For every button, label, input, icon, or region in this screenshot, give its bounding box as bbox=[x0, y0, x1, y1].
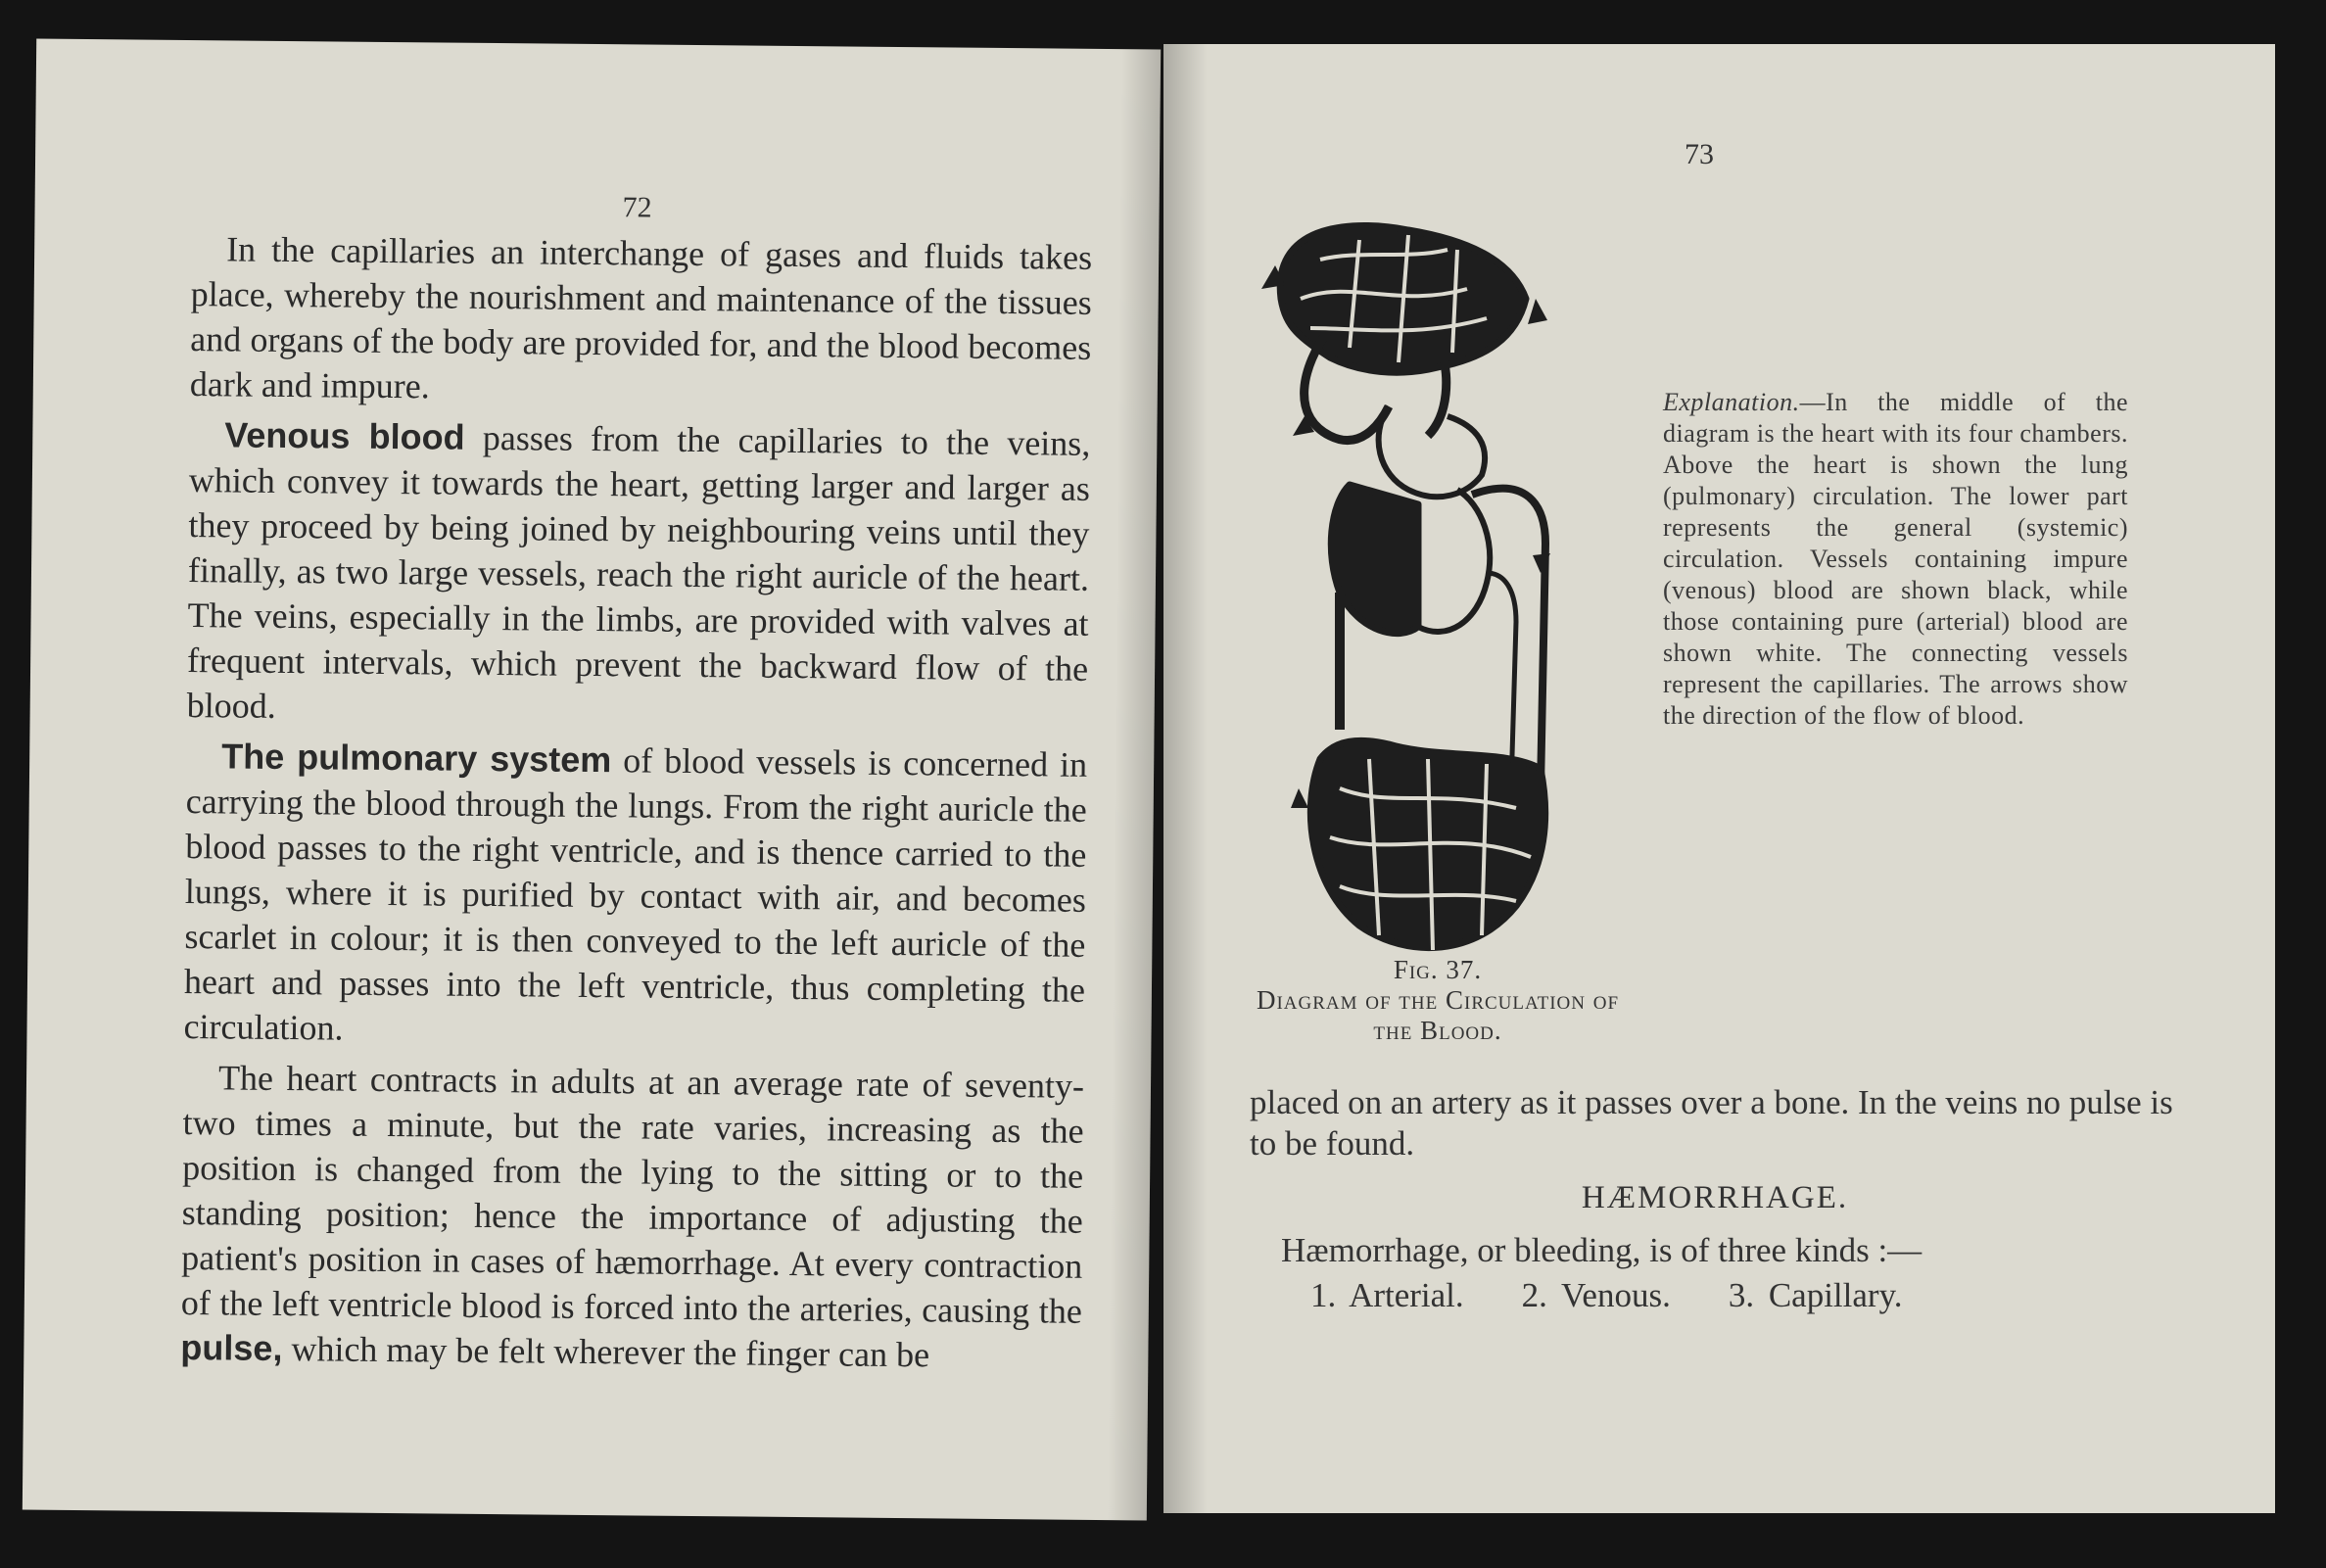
section-intro: Hæmorrhage, or bleeding, is of three kinds :— bbox=[1281, 1231, 1923, 1269]
right-page bbox=[1163, 44, 2275, 1513]
figure-number: Fig. 37. bbox=[1393, 955, 1483, 984]
left-page-body bbox=[180, 226, 1092, 1385]
explanation-text: —In the middle of the diagram is the heart with its four chambers. Above the heart is shown the lung (pulmonary) circulation. The lower part represents the general (systemic) circulation. Vessels containing impure (venous) blood are shown black, while those containing pure (arterial) blood are shown white. The connecting vessels represent the capillaries. The arrows show the direction of the flow of blood. bbox=[1663, 388, 2128, 730]
paragraph-text: The heart contracts in adults at an average rate of seventy-two times a minute, but the rate varies, increasing as the position is changed from the lying to the sitting or to the standing position; hence the importance of adjusting the patient's position in cases of hæmorrhage. At every contraction of the left ventricle blood is forced into the arteries, causing the bbox=[180, 1058, 1085, 1331]
paragraph-capillaries bbox=[190, 226, 1093, 415]
paragraph-text: In the capillaries an interchange of gases and fluids takes place, whereby the nourishment and maintenance of the tissues and organs of the body are provided for, and the blood becomes dark and impure. bbox=[189, 229, 1093, 406]
paragraph-pulmonary-system bbox=[183, 734, 1087, 1058]
figure-title: Diagram of the Circulation of the Blood. bbox=[1256, 985, 1620, 1045]
paragraph-heart-rate bbox=[180, 1055, 1084, 1379]
paragraph-text: of blood vessels is concerned in carrying the blood through the lungs. From the right auricle the blood passes to the right ventricle, and is thence carried to the lungs, where it is purified by contact with air, and becomes scarlet in colour; it is then conveyed to the left auricle of the heart and passes into the left ventricle, thus completing the circulation. bbox=[183, 740, 1088, 1048]
paragraph-lead: The pulmonary system bbox=[221, 736, 612, 781]
circulation-diagram-icon bbox=[1242, 181, 1575, 1014]
paragraph-lead: Venous blood bbox=[224, 414, 465, 457]
kind-item: 3. Capillary. bbox=[1728, 1276, 1903, 1314]
left-page bbox=[23, 39, 1161, 1521]
page-number-right: 73 bbox=[1685, 138, 1714, 170]
gutter-shadow bbox=[1108, 49, 1161, 1520]
paragraph-lead: pulse, bbox=[180, 1327, 283, 1368]
page-number-left: 72 bbox=[622, 191, 652, 224]
paragraph-text: passes from the capillaries to the veins, which convey it towards the heart, getting larger and larger as they proceed by being joined by neighbouring veins until they finally, as two large vessels, reach the right auricle of the heart. The veins, especially in the limbs, are provided with valves at frequent intervals, which prevent the backward flow of the blood. bbox=[186, 417, 1091, 726]
paragraph-venous-blood bbox=[186, 412, 1090, 736]
kind-item: 1. Arterial. bbox=[1310, 1276, 1464, 1314]
gutter-shadow bbox=[1163, 44, 1208, 1513]
paragraph-text: which may be felt wherever the finger can be bbox=[282, 1328, 930, 1375]
figure-caption bbox=[1242, 955, 1634, 1046]
section-heading: HÆMORRHAGE. bbox=[1581, 1180, 1849, 1215]
figure-explanation bbox=[1663, 387, 2128, 732]
continuation-text: placed on an artery as it passes over a bone. In the veins no pulse is to be found. bbox=[1250, 1083, 2173, 1163]
explanation-label: Explanation. bbox=[1663, 388, 1800, 416]
kinds-list bbox=[1310, 1276, 2192, 1315]
kind-item: 2. Venous. bbox=[1521, 1276, 1671, 1314]
